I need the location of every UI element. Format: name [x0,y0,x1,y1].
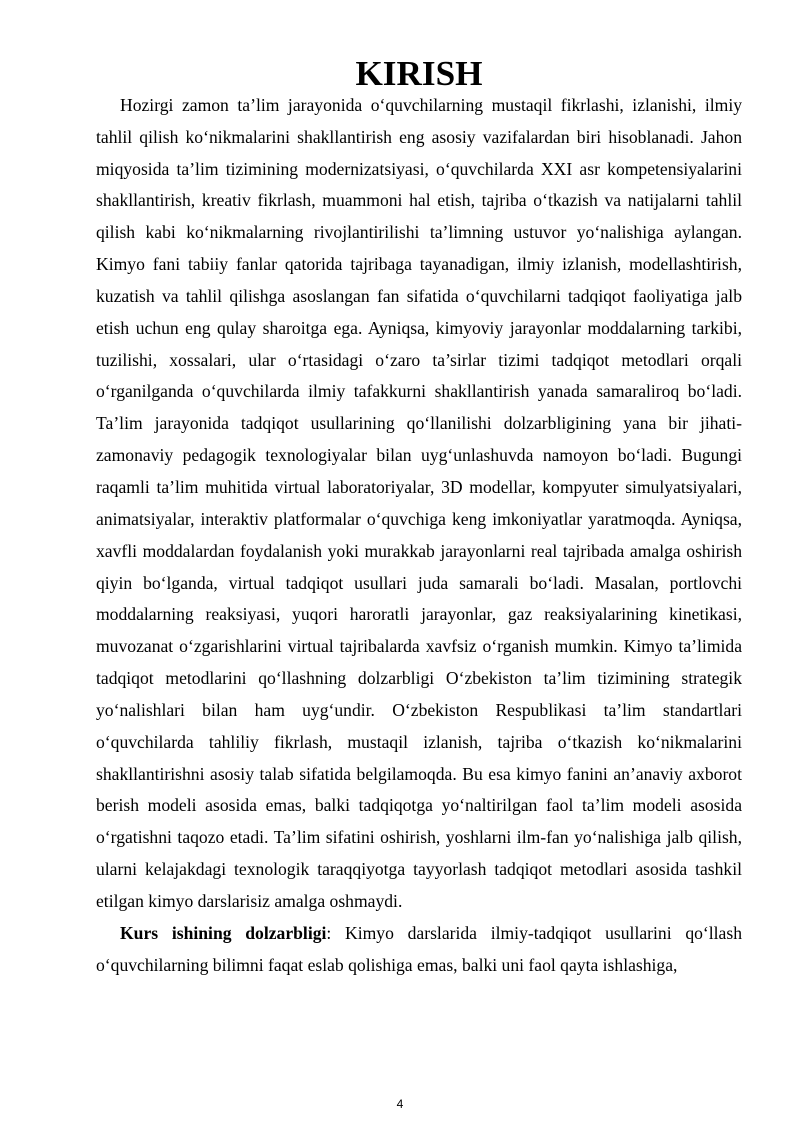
page-content [96,54,742,981]
intro-paragraph: Hozirgi zamon ta’lim jarayonida o‘quvchilarning mustaqil fikrlashi, izlanishi, ilmiy tahlil qilish ko‘nikmalarini shakllantirish eng asosiy vazifalardan biri hisoblanadi. Jahon miqyosida ta’lim tizimining modernizatsiyasi, o‘quvchilarda XXI asr kompetensiyalarini shakllantirish, kreativ fikrlash, muammoni hal etish, tajriba o‘tkazish va natijalarni tahlil qilish kabi ko‘nikmalarning rivojlantirilishi ta’limning ustuvor yo‘nalishiga aylangan. Kimyo fani tabiiy fanlar qatorida tajribaga tayanadigan, ilmiy izlanish, modellashtirish, kuzatish va tahlil qilishga asoslangan fan sifatida o‘quvchilarni tadqiqot faoliyatiga jalb etish uchun eng qulay sharoitga ega. Ayniqsa, kimyoviy jarayonlar moddalarning tarkibi, tuzilishi, xossalari, ular o‘rtasidagi o‘zaro ta’sirlar tizimi tadqiqot metodlari orqali o‘rganilganda o‘quvchilarda ilmiy tafakkurni shakllantirish yanada samaraliroq bo‘ladi. Ta’lim jarayonida tadqiqot usullarining qo‘llanilishi dolzarbligining yana bir jihati-zamonaviy pedagogik texnologiyalar bilan uyg‘unlashuvda namoyon bo‘ladi. Bugungi raqamli ta’lim muhitida virtual laboratoriyalar, 3D modellar, kompyuter simulyatsiyalari, animatsiyalar, interaktiv platformalar o‘quvchiga keng imkoniyatlar yaratmoqda. Ayniqsa, xavfli moddalardan foydalanish yoki murakkab jarayonlarni real tajribada amalga oshirish qiyin bo‘lganda, virtual tadqiqot usullari juda samarali bo‘ladi. Masalan, portlovchi moddalarning reaksiyasi, yuqori haroratli jarayonlar, gaz reaksiyalarining kinetikasi, muvozanat o‘zgarishlarini virtual tajribalarda xavfsiz o‘rganish mumkin. Kimyo ta’limida tadqiqot metodlarini qo‘llashning dolzarbligi O‘zbekiston ta’lim tizimining strategik yo‘nalishlari bilan ham uyg‘undir. O‘zbekiston Respublikasi ta’lim standartlari o‘quvchilarda tahliliy fikrlash, mustaqil izlanish, tajriba o‘tkazish ko‘nikmalarini shakllantirishni asosiy talab sifatida belgilamoqda. Bu esa kimyo fanini an’anaviy axborot berish modeli asosida emas, balki tadqiqotga yo‘naltirilgan faol ta’lim modeli asosida o‘rgatishni taqozo etadi. Ta’lim sifatini oshirish, yoshlarni ilm-fan yo‘nalishiga jalb qilish, ularni kelajakdagi texnologik taraqqiyotga tayyorlash tadqiqot metodlari asosida tashkil etilgan kimyo darslarisiz amalga oshmaydi. [96,94,742,911]
relevance-paragraph [96,918,742,982]
page-number: 4 [396,1097,404,1111]
section-title: KIRISH [355,54,483,93]
relevance-label: Kurs ishining dolzarbligi [120,922,327,943]
relevance-text: : Kimyo darslarida ilmiy-tadqiqot usullarini qo‘llash o‘quvchilarning bilimni faqat eslab qolishiga emas, balki uni faol qayta ishlashiga, [96,922,742,975]
